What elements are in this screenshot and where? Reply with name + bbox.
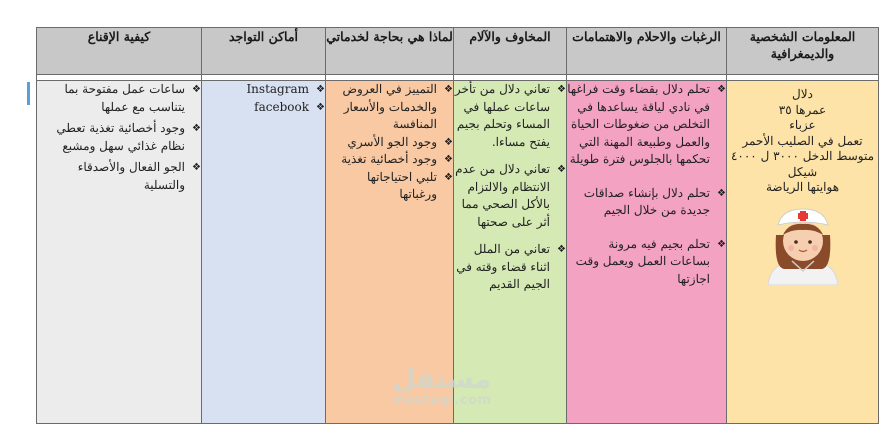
header-needs: لماذا هي بحاجة لخدماتي bbox=[326, 28, 454, 75]
persona-name: دلال bbox=[792, 87, 813, 101]
place-facebook: ❖ facebook bbox=[202, 99, 325, 117]
persona-age: عمرها ٣٥ bbox=[778, 102, 827, 117]
watermark-arabic: مستقل bbox=[392, 364, 492, 395]
fear-item: ❖ تعاني دلال من عدم الانتظام والالتزام بالأكل الصحي مما أثر على صحتها bbox=[454, 161, 566, 231]
header-fears: المخاوف والآلام bbox=[454, 28, 567, 75]
places-list bbox=[202, 81, 325, 116]
persona-job: تعمل في الصليب الأحمر bbox=[742, 133, 863, 148]
fear-item: ❖ تعاني من الملل اثناء قضاء وقته في الجيم القديم bbox=[454, 241, 566, 294]
nurse-icon bbox=[762, 205, 844, 285]
persona-status: عزباء bbox=[789, 118, 816, 132]
persuasion-item: ❖ ساعات عمل مفتوحة بما يتناسب مع عملها bbox=[37, 81, 201, 116]
header-persuasion: كيفية الإقناع bbox=[37, 28, 202, 75]
persuasion-item: ❖ الجو الفعال والأصدقاء والتسلية bbox=[37, 159, 201, 194]
persuasion-cell bbox=[37, 81, 202, 424]
place-instagram: ❖ Instagram bbox=[202, 81, 325, 99]
persona-cell bbox=[727, 81, 879, 424]
desires-list bbox=[567, 81, 726, 288]
fears-list bbox=[454, 81, 566, 294]
needs-list bbox=[326, 81, 453, 204]
fear-item: ❖ تعاني دلال من تأخر ساعات عملها في المساء وتحلم بجيم يفتح مساءا. bbox=[454, 81, 566, 151]
header-desires: الرغبات والاحلام والاهتمامات bbox=[567, 28, 727, 75]
need-item: ❖ تلبي احتياجاتها ورغباتها bbox=[326, 169, 453, 204]
persuasion-list bbox=[37, 81, 201, 194]
desire-item: ❖ تحلم بجيم فيه مرونة بساعات العمل ويعمل وقت اجازتها bbox=[567, 236, 726, 289]
desire-item: ❖ تحلم دلال بقضاء وقت فراغها في نادي لياقة يساعدها في التخلص من ضغوطات الحياة والعمل وطبيعة المهنة التي تحكمها بالجلوس فترة طويلة bbox=[567, 81, 726, 169]
header-persona: المعلومات الشخصية والديمغرافية bbox=[727, 28, 879, 75]
persona-hobby: هوايتها الرياضة bbox=[765, 180, 840, 194]
watermark-latin: mostaql.com bbox=[392, 393, 492, 408]
cursor-marker bbox=[27, 82, 30, 105]
need-item: ❖ وجود الجو الأسري bbox=[326, 134, 453, 152]
desire-item: ❖ تحلم دلال بإنشاء صداقات جديدة من خلال الجيم bbox=[567, 185, 726, 220]
persona-income: متوسط الدخل ٣٠٠٠ ل ٤٠٠٠ شيكل bbox=[730, 149, 875, 179]
need-item: ❖ التمييز في العروض والخدمات والأسعار المنافسة bbox=[326, 81, 453, 134]
need-item: ❖ وجود أخصائية تغذية bbox=[326, 151, 453, 169]
header-places: أماكن التواجد bbox=[202, 28, 326, 75]
persuasion-item: ❖ وجود أخصائية تغذية تعطي نظام غذائي سهل ومشبع bbox=[37, 120, 201, 155]
mostaql-watermark bbox=[392, 366, 492, 408]
desires-cell bbox=[567, 81, 727, 424]
places-cell bbox=[202, 81, 326, 424]
